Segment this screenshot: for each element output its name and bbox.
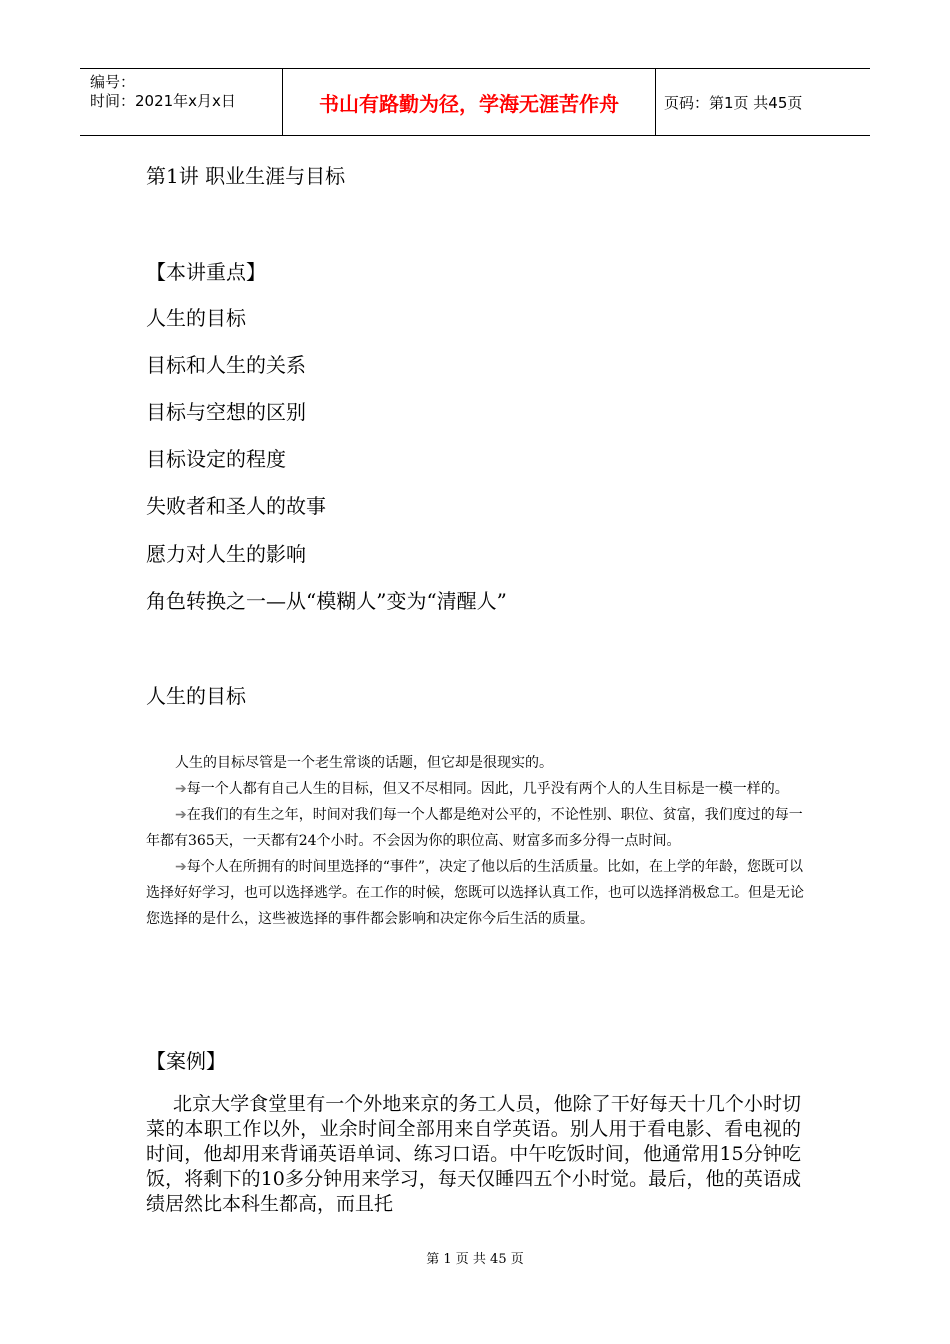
right-arrow-icon: ➔ [175,807,187,823]
lecture-title: 第1讲 职业生涯与目标 [146,164,346,188]
key-point-item: 角色转换之一—从“模糊人”变为“清醒人” [146,589,507,613]
section-title: 人生的目标 [146,684,246,708]
section-intro: 人生的目标尽管是一个老生常谈的话题，但它却是很现实的。 [175,755,553,771]
key-point-item: 目标和人生的关系 [146,353,306,377]
case-heading: 【案例】 [146,1049,226,1073]
header-motto: 书山有路勤为径，学海无涯苦作舟 [319,91,619,116]
bullet-paragraph: ➔每个人在所拥有的时间里选择的“事件”，决定了他以后的生活质量。比如，在上学的年龄，您既可以选择好好学习，也可以选择逃学。在工作的时候，您既可以选择认真工作，也可以选择消极怠工。但是无论您选择的是什么，这些被选择的事件都会影响和决定你今后生活的质量。 [146,859,804,927]
document-header [80,68,870,136]
key-point-item: 目标与空想的区别 [146,400,306,424]
key-point-item: 愿力对人生的影响 [146,542,306,566]
key-point-item: 目标设定的程度 [146,447,286,471]
bullet-paragraph: ➔在我们的有生之年，时间对我们每一个人都是绝对公平的，不论性别、职位、贫富，我们度过的每一年都有365天，一天都有24个小时。不会因为你的职位高、财富多而多分得一点时间。 [146,807,803,849]
key-points-heading: 【本讲重点】 [146,260,266,284]
header-page-info: 页码：第1页 共45页 [664,93,803,112]
section-body [146,750,806,932]
number-label: 编号： [90,73,136,91]
page-footer: 第 1 页 共 45 页 [426,1252,524,1267]
case-text: 北京大学食堂里有一个外地来京的务工人员，他除了干好每天十几个小时切菜的本职工作以外，业余时间全部用来自学英语。别人用于看电影、看电视的时间，他却用来背诵英语单词、练习口语。中午吃饭时间，他通常用15分钟吃饭，将剩下的10多分钟用来学习，每天仅睡四五个小时觉。最后，他的英语成绩居然比本科生都高，而且托 [146,1093,801,1215]
bullet-paragraph: ➔每一个人都有自己人生的目标，但又不尽相同。因此，几乎没有两个人的人生目标是一模一样的。 [175,781,789,797]
date-label: 时间：2021年x月x日 [90,92,236,110]
right-arrow-icon: ➔ [175,781,187,797]
header-meta [80,69,283,135]
key-point-item: 失败者和圣人的故事 [146,494,326,518]
right-arrow-icon: ➔ [175,859,187,875]
header-motto-cell [283,69,656,135]
key-point-item: 人生的目标 [146,306,246,330]
